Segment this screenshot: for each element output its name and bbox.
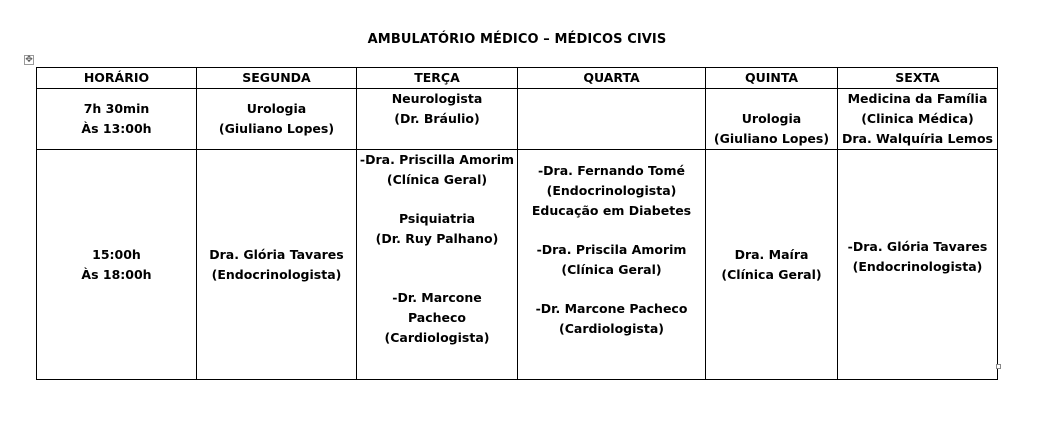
cell-line: Psiquiatria bbox=[398, 211, 476, 226]
cell-line: (Endocrinologista) bbox=[211, 266, 342, 282]
cell-terca-afternoon bbox=[357, 150, 518, 380]
cell-line: (Dr. Bráulio) bbox=[394, 111, 480, 126]
cell-line: Urologia bbox=[246, 101, 307, 116]
cell-line: (Clínica Geral) bbox=[721, 266, 822, 282]
table-header-row bbox=[37, 68, 998, 89]
cell-quinta-afternoon bbox=[706, 150, 838, 380]
table-move-handle-icon[interactable]: ✥ bbox=[25, 55, 33, 65]
cell-line: (Endocrinologista) bbox=[546, 183, 677, 198]
header-quinta: QUINTA bbox=[706, 68, 838, 89]
spacer bbox=[520, 221, 703, 240]
cell-line: -Dra. Priscila Amorim bbox=[536, 242, 687, 257]
cell-line: (Giuliano Lopes) bbox=[218, 121, 335, 136]
cell-sexta-afternoon bbox=[838, 150, 998, 380]
cell-segunda-morning bbox=[197, 89, 357, 150]
cell-line: Educação em Diabetes bbox=[531, 203, 692, 218]
cell-horario-afternoon bbox=[37, 150, 197, 380]
cell-line: Dra. Glória Tavares bbox=[209, 246, 344, 262]
cell-line: Urologia bbox=[741, 111, 802, 126]
header-sexta: SEXTA bbox=[838, 68, 998, 89]
cell-line: -Dr. Marcone Pacheco bbox=[535, 301, 688, 316]
cell-line: (Dr. Ruy Palhano) bbox=[375, 231, 499, 246]
cell-horario-morning bbox=[37, 89, 197, 150]
cell-line: -Dr. Marcone bbox=[392, 290, 482, 305]
cell-terca-morning bbox=[357, 89, 518, 150]
cell-line: -Dra. Fernando Tomé bbox=[537, 163, 685, 178]
cell-line: (Clinica Médica) bbox=[861, 111, 974, 126]
cell-line: Medicina da Família bbox=[847, 91, 988, 106]
cell-line: 7h 30min bbox=[83, 101, 150, 116]
cell-line: (Cardiologista) bbox=[384, 330, 490, 345]
cell-line: Às 13:00h bbox=[81, 121, 152, 136]
cell-line: Neurologista bbox=[391, 91, 483, 106]
table-row-afternoon bbox=[37, 150, 998, 380]
cell-line: (Cardiologista) bbox=[559, 321, 664, 336]
cell-line: (Clínica Geral) bbox=[386, 172, 488, 187]
cell-line: Às 18:00h bbox=[81, 266, 152, 282]
spacer bbox=[359, 190, 515, 209]
table-resize-handle[interactable] bbox=[996, 364, 1001, 369]
cell-segunda-afternoon bbox=[197, 150, 357, 380]
cell-line: (Clínica Geral) bbox=[561, 262, 662, 277]
cell-line: Dra. Walquíria Lemos bbox=[841, 131, 993, 146]
cell-line: 15:00h bbox=[92, 246, 141, 262]
header-quarta: QUARTA bbox=[518, 68, 706, 89]
table-row-morning bbox=[37, 89, 998, 150]
cell-line: (Endocrinologista) bbox=[852, 258, 983, 274]
cell-quinta-morning bbox=[706, 89, 838, 150]
cell-line: Dra. Maíra bbox=[734, 246, 809, 262]
spacer bbox=[520, 280, 703, 299]
cell-line: -Dra. Glória Tavares bbox=[847, 238, 988, 254]
header-segunda: SEGUNDA bbox=[197, 68, 357, 89]
document-title: AMBULATÓRIO MÉDICO – MÉDICOS CIVIS bbox=[367, 32, 667, 47]
cell-line: Pacheco bbox=[407, 310, 467, 325]
cell-line: -Dra. Priscilla Amorim bbox=[359, 152, 515, 167]
cell-quarta-morning bbox=[518, 89, 706, 150]
spacer bbox=[359, 249, 515, 288]
header-terca: TERÇA bbox=[357, 68, 518, 89]
schedule-table bbox=[36, 67, 998, 380]
cell-sexta-morning bbox=[838, 89, 998, 150]
cell-quarta-afternoon bbox=[518, 150, 706, 380]
header-horario: HORÁRIO bbox=[37, 68, 197, 89]
cell-line: (Giuliano Lopes) bbox=[713, 131, 830, 146]
